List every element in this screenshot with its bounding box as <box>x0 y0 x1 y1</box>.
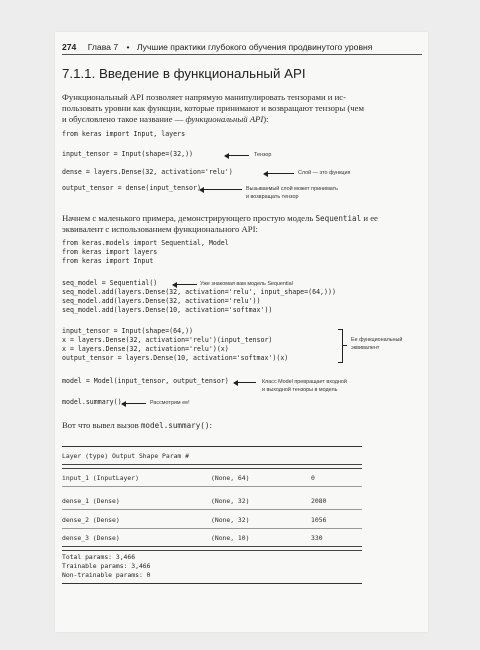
annotation-line: Вызываемый слой может принимать <box>246 186 338 192</box>
paragraph-line <box>62 420 424 431</box>
code-line: model = Model(input_tensor, output_tensor) <box>62 377 229 385</box>
arrow-icon <box>200 189 242 190</box>
cell-params: 0 <box>311 474 315 482</box>
code-line: from keras import Input, layers <box>62 130 186 138</box>
annotation-known-sequential: Уже знакомая вам модель Sequential <box>200 281 293 287</box>
running-header <box>62 42 422 52</box>
table-row <box>62 534 362 543</box>
annotation-callable-layer <box>246 185 338 201</box>
arrow-icon <box>225 155 249 156</box>
cell-shape: (None, 64) <box>211 474 250 482</box>
chapter-title: Лучшие практики глубокого обучения продвинутого уровня <box>136 42 373 52</box>
paragraph-text: Вот что вывел вызов <box>62 420 141 430</box>
table-header-rule <box>62 464 362 469</box>
row-divider <box>62 486 362 487</box>
non-trainable-params: Non-trainable params: 0 <box>62 571 151 579</box>
cell-params: 2080 <box>311 497 327 505</box>
trainable-params: Trainable params: 3,466 <box>62 562 151 570</box>
annotation-functional-equivalent <box>351 336 402 352</box>
code-line: model.summary() <box>62 398 122 406</box>
cell-params: 1056 <box>311 516 327 524</box>
annotation-line: и возвращать тензор <box>246 194 299 201</box>
inline-code: Sequential <box>315 214 362 223</box>
arrow-icon <box>122 403 146 404</box>
arrow-icon <box>234 382 256 383</box>
paragraph-text: ): <box>263 114 269 125</box>
table-top-rule <box>62 446 362 447</box>
annotation-look: Рассмотрим ее! <box>150 400 190 406</box>
annotation-line: Класс Model превращает входной <box>262 379 347 385</box>
code-line: seq_model.add(layers.Dense(10, activation='softmax')) <box>62 306 273 314</box>
arrow-icon <box>173 284 197 285</box>
paragraph-text: Начнем с маленького примера, демонстрирующего простую модель <box>62 213 316 223</box>
summary-paragraph <box>62 420 424 431</box>
code-line: dense = layers.Dense(32, activation='relu') <box>62 168 233 176</box>
annotation-model-class <box>262 378 347 394</box>
cell-layer: input_1 (InputLayer) <box>62 474 139 482</box>
section-title: 7.1.1. Введение в функциональный API <box>62 66 306 81</box>
code-line: from keras import layers <box>62 248 158 256</box>
code-line: input_tensor = Input(shape=(32,)) <box>62 150 194 158</box>
cell-shape: (None, 32) <box>211 516 250 524</box>
bracket-icon <box>338 329 343 363</box>
arrow-icon <box>264 173 294 174</box>
code-line: seq_model.add(layers.Dense(32, activation='relu')) <box>62 297 261 305</box>
cell-params: 330 <box>311 534 323 542</box>
row-divider <box>62 509 362 510</box>
example-paragraph <box>62 213 424 235</box>
paragraph-line <box>62 114 424 125</box>
bracket-tick <box>343 345 347 346</box>
cell-shape: (None, 32) <box>211 497 250 505</box>
table-header-text: Layer (type) Output Shape Param # <box>62 452 189 460</box>
table-row <box>62 497 362 506</box>
table-header <box>62 452 362 461</box>
annotation-tensor: Тензор <box>254 152 272 158</box>
emphasis-text: функциональный API <box>185 114 264 125</box>
paragraph-line <box>62 213 424 224</box>
code-line: seq_model.add(layers.Dense(32, activation='relu', input_shape=(64,))) <box>62 288 336 296</box>
annotation-line: Ее функциональный <box>351 337 403 343</box>
cell-layer: dense_1 (Dense) <box>62 497 120 505</box>
code-line: from keras import Input <box>62 257 154 265</box>
code-line: seq_model = Sequential() <box>62 279 158 287</box>
table-bottom-rule <box>62 546 362 551</box>
chapter-label: Глава 7 <box>87 42 119 52</box>
intro-paragraph <box>62 92 424 126</box>
inline-code: model.summary() <box>140 421 210 430</box>
code-line: from keras.models import Sequential, Model <box>62 239 229 247</box>
table-row <box>62 474 362 483</box>
annotation-layer-function: Слой — это функция <box>298 170 351 176</box>
paragraph-line: пользовать уровни как функции, которые принимают и возвращают тензоры (чем <box>62 103 364 114</box>
paragraph-line: эквивалент с использованием функционального API: <box>62 224 258 235</box>
cell-layer: dense_2 (Dense) <box>62 516 120 524</box>
code-line: x = layers.Dense(32, activation='relu')(input_tensor) <box>62 336 273 344</box>
paragraph-line: Функциональный API позволяет напрямую манипулировать тензорами и ис- <box>62 92 346 102</box>
total-params: Total params: 3,466 <box>62 553 136 561</box>
page-number: 274 <box>62 42 77 52</box>
cell-shape: (None, 10) <box>211 534 250 542</box>
annotation-line: эквивалент <box>351 345 380 352</box>
code-line: input_tensor = Input(shape=(64,)) <box>62 327 194 335</box>
paragraph-text: и ее <box>361 213 378 223</box>
paragraph-text: и обусловлено такое название — <box>62 114 186 125</box>
table-row <box>62 516 362 525</box>
header-rule <box>62 54 422 55</box>
code-line: x = layers.Dense(32, activation='relu')(x) <box>62 345 229 353</box>
code-line: output_tensor = layers.Dense(10, activation='softmax')(x) <box>62 354 289 362</box>
code-line: output_tensor = dense(input_tensor) <box>62 184 201 192</box>
paragraph-text: : <box>209 420 212 430</box>
table-end-rule <box>62 583 362 584</box>
cell-layer: dense_3 (Dense) <box>62 534 120 542</box>
row-divider <box>62 528 362 529</box>
annotation-line: и выходной тензоры в модель <box>262 387 338 394</box>
header-separator: • <box>126 42 130 52</box>
